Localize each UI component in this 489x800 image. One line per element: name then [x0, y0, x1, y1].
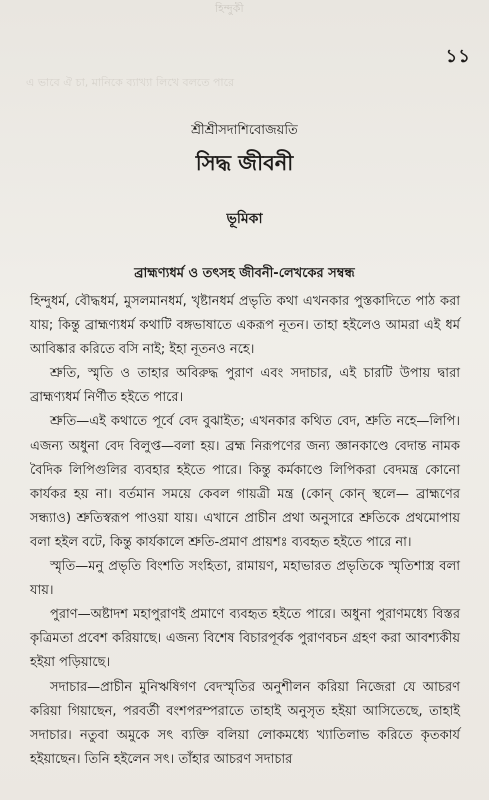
section-subtitle: ভূমিকা — [226, 211, 263, 227]
paragraph: শ্রুতি, স্মৃতি ও তাহার অবিরুদ্ধ পুরাণ এবং সদাচার, এই চারটি উপায় দ্বারা ব্রাহ্মণ্যধর্ম নির্ণীত হইতে পারে। — [30, 366, 460, 406]
dedication-line: শ্রীশ্রীসদাশিবোজয়তি — [191, 123, 298, 138]
paragraph: সদাচার—প্রাচীন মুনিঋষিগণ বেদস্মৃতির অনুশীলন করিয়া নিজেরা যে আচরণ করিয়া গিয়াছেন, পরবর্তী বংশপরম্পরাতে তাহাই অনুসৃত হইয়া আসিতেছে, তাহাই সদাচার। নতুবা অমুকে সৎ ব্যক্তি বলিয়া লোকমধ্যে খ্যাতিলাভ করিতে কৃতকার্য হইয়াছেন। তিনি হইলেন সৎ। তাঁহার আচরণ সদাচার — [30, 679, 460, 767]
body-text — [30, 290, 460, 772]
paragraph: পুরাণ—অষ্টাদশ মহাপুরাণই প্রমাণে ব্যবহৃত হইতে পারে। অধুনা পুরাণমধ্যে বিস্তর কৃত্রিমতা প্রবেশ করিয়াছে। এজন্য বিশেষ বিচারপূর্বক পুরাণবচন গ্রহণ করা আবশ্যকীয় হইয়া পড়িয়াছে। — [30, 607, 460, 671]
paragraph: শ্রুতি—এই কথাতে পূর্বে বেদ বুঝাইত; এখনকার কথিত বেদ, শ্রুতি নহে—লিপি। এজন্য অধুনা বেদ বিলুপ্ত—বলা হয়। ব্রহ্ম নিরূপণের জন্য জ্ঞানকাণ্ডে বেদান্ত নামক বৈদিক লিপিগুলির ব্যবহার হইতে পারে। কিন্তু কর্মকাণ্ডে লিপিকরা বেদমন্ত্র কোনো কার্যকর হয় না। বর্তমান সময়ে কেবল গায়ত্রী মন্ত্র (কোন্‌ কোন্‌ স্থলে— ব্রাহ্মণের সন্ধ্যাও) শ্রুতিস্বরূপ পাওয়া যায়। এখানে প্রাচীন প্রথা অনুসারে শ্রুতিকে প্রথমোপায় বলা হইল বটে, কিন্তু কার্যকালে শ্রুতি-প্রমাণ প্রায়শঃ ব্যবহৃত হইতে পারে না। — [30, 414, 460, 550]
page-title: সিদ্ধ জীবনী — [195, 151, 294, 175]
bleed-through-header: হিন্দুকী — [215, 2, 244, 15]
paragraph: হিন্দুধর্ম, বৌদ্ধধর্ম, মুসলমানধর্ম, খৃষ্টানধর্ম প্রভৃতি কথা এখনকার পুস্তকাদিতে পাঠ করা যায়; কিন্তু ব্রাহ্মণ্যধর্ম কথাটি বঙ্গভাষাতে একরূপ নূতন। তাহা হইলেও আমরা এই ধর্ম আবিষ্কার করিতে বসি নাই; ইহা নূতনও নহে। — [30, 294, 460, 358]
page-number: ১১ — [445, 46, 471, 67]
bleed-through-line: এ ভাবে ঐ চা, মানিকে ব্যাখ্যা লিখে বলতে পারে — [26, 76, 235, 89]
paragraph: স্মৃতি—মনু প্রভৃতি বিংশতি সংহিতা, রামায়ণ, মহাভারত প্রভৃতিকে স্মৃতিশাস্ত্র বলা যায়। — [30, 559, 460, 599]
section-heading: ব্রাহ্মণ্যধর্ম ও তৎসহ জীবনী-লেখকের সম্বন্ধ — [134, 266, 355, 281]
